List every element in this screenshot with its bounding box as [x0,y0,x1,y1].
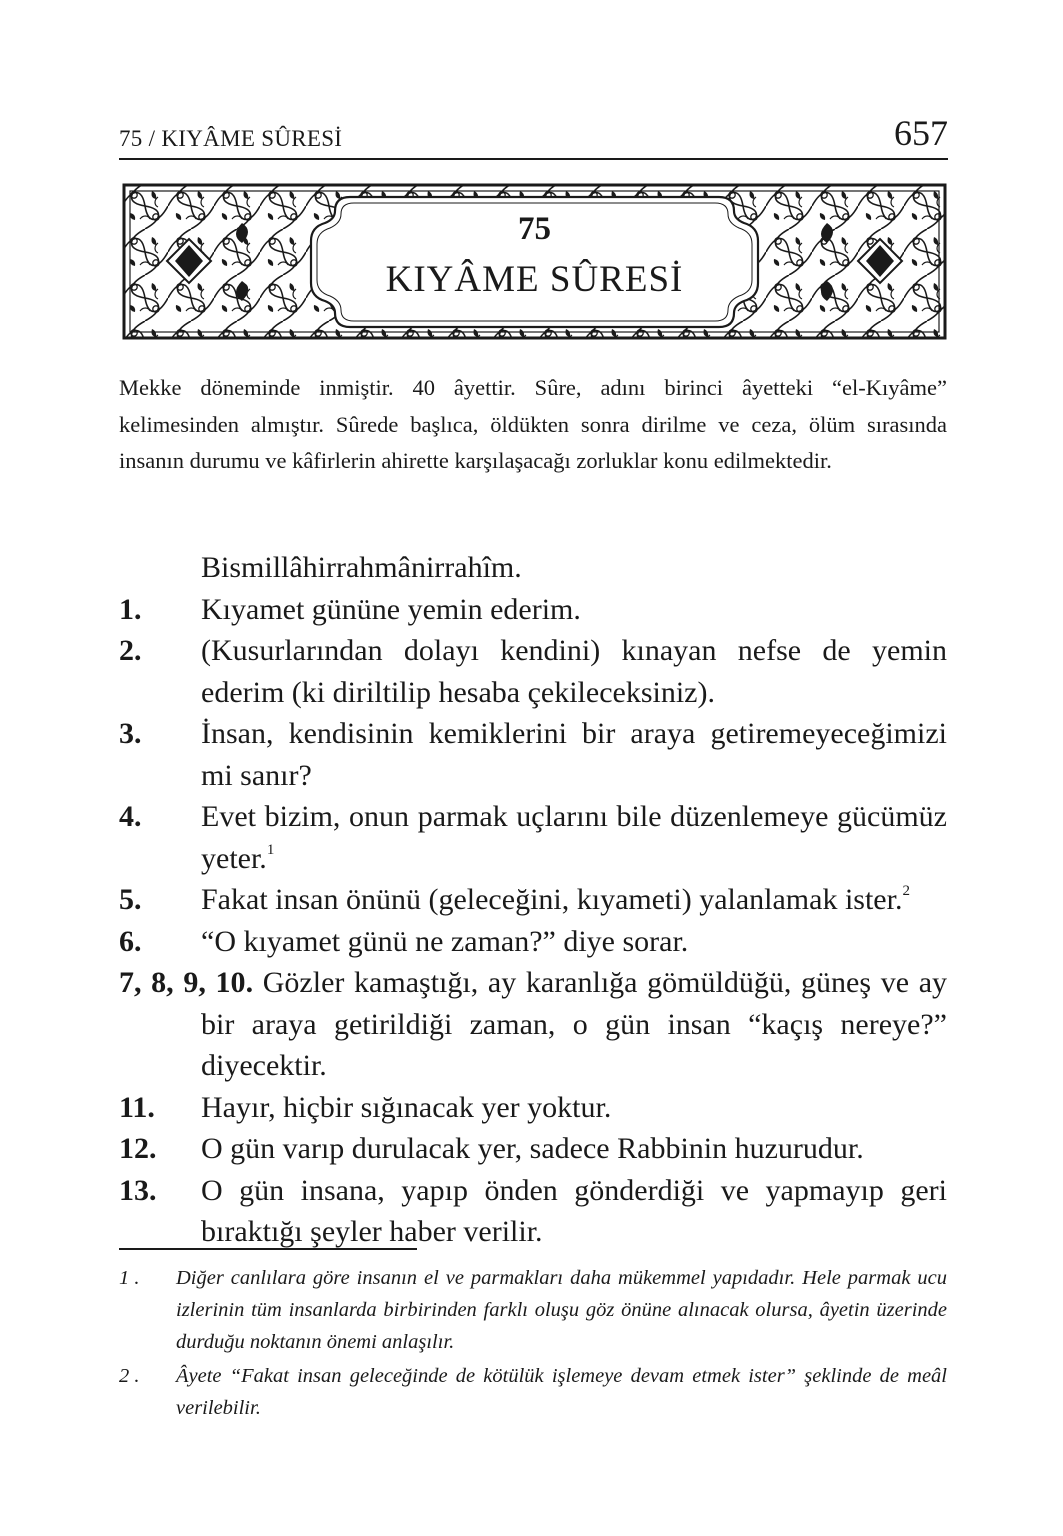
verse-number: 7, 8, 9, 10. [119,966,254,999]
verse-13 [119,1170,947,1253]
verse-number: 3. [119,717,142,750]
footnote-1 [119,1262,947,1358]
verse-number: 2. [119,634,142,667]
sura-title: KIYÂME SÛRESİ [385,259,684,300]
footnote-text: Diğer canlılara göre insanın el ve parmakları daha mükemmel yapıdadır. Hele parmak ucu izlerinin tüm insanlarda birbirinden farklı oluşu göz önüne alınacak olursa, âyetin üzerinde durduğu noktanın önemi anlaşılır. [176,1267,947,1353]
running-header [119,112,948,160]
verse-text: Evet bizim, onun parmak uçlarını bile düzenlemeye gücümüz yeter. [201,800,947,875]
verse-number: 13. [119,1173,157,1207]
page-number: 657 [894,113,948,153]
verse-text: Hayır, hiçbir sığınacak yer yoktur. [201,1090,612,1124]
sura-introduction: Mekke döneminde inmiştir. 40 âyettir. Sûre, adını birinci âyetteki “el-Kıyâme” kelimesinden almıştır. Sûrede başlıca, öldükten sonra dirilme ve ceza, ölüm sırasında insanın durumu ve kâfirlerin ahirette karşılaşacağı zorluklar konu edilmektedir. [119,375,947,473]
verse-text: “O kıyamet günü ne zaman?” diye sorar. [201,924,689,958]
footnote-text: Âyete “Fakat insan geleceğinde de kötülük işlemeye devam etmek ister” şeklinde de meâl verilebilir. [176,1365,947,1419]
footnote-ref: 2 [902,883,910,899]
verse-text: İnsan, kendisinin kemiklerini bir araya getiremeyeceğimizi mi sanır? [201,717,947,792]
verse-5 [119,879,947,921]
verse-list [119,547,947,1253]
verse-text: O gün varıp durulacak yer, sadece Rabbinin huzurudur. [201,1132,864,1165]
verse-number: 6. [119,924,142,958]
verse-number: 4. [119,800,142,833]
verse-number: 11. [119,1090,155,1124]
footnote-number: 2 . [119,1365,140,1387]
running-title: 75 / KIYÂME SÛRESİ [119,126,343,151]
verse-2 [119,630,947,713]
sura-banner [122,183,947,340]
verse-1 [119,589,947,631]
verse-text: Fakat insan önünü (geleceğini, kıyameti) yalanlamak ister. [201,883,903,916]
footnote-number: 1 . [119,1267,140,1289]
verse-11 [119,1087,947,1129]
verse-3 [119,713,947,796]
basmala: Bismillâhirrahmânirrahîm. [201,551,522,584]
sura-number: 75 [518,211,551,247]
verse-text: Gözler kamaştığı, ay karanlığa gömüldüğü, güneş ve ay bir araya getirildiği zaman, o gün insan “kaçış nereye?” diyecektir. [201,966,948,1082]
verse-text: Kıyamet gününe yemin ederim. [201,592,581,626]
verse-text: O gün insana, yapıp önden gönderdiği ve yapmayıp geri bıraktığı şeyler haber verilir. [201,1173,947,1248]
verse-4 [119,796,947,879]
verse-6 [119,921,947,963]
verse-12 [119,1128,947,1170]
footnote-divider [119,1248,417,1250]
verse-7-10 [119,962,947,1087]
verse-number: 12. [119,1132,157,1165]
footnote-2 [119,1360,947,1424]
verse-text: (Kusurlarından dolayı kendini) kınayan nefse de yemin ederim (ki diriltilip hesaba çekileceksiniz). [201,634,947,709]
footnote-ref: 1 [266,841,275,858]
footnotes [119,1262,947,1426]
verse-number: 1. [119,592,142,626]
verse-number: 5. [119,883,142,916]
